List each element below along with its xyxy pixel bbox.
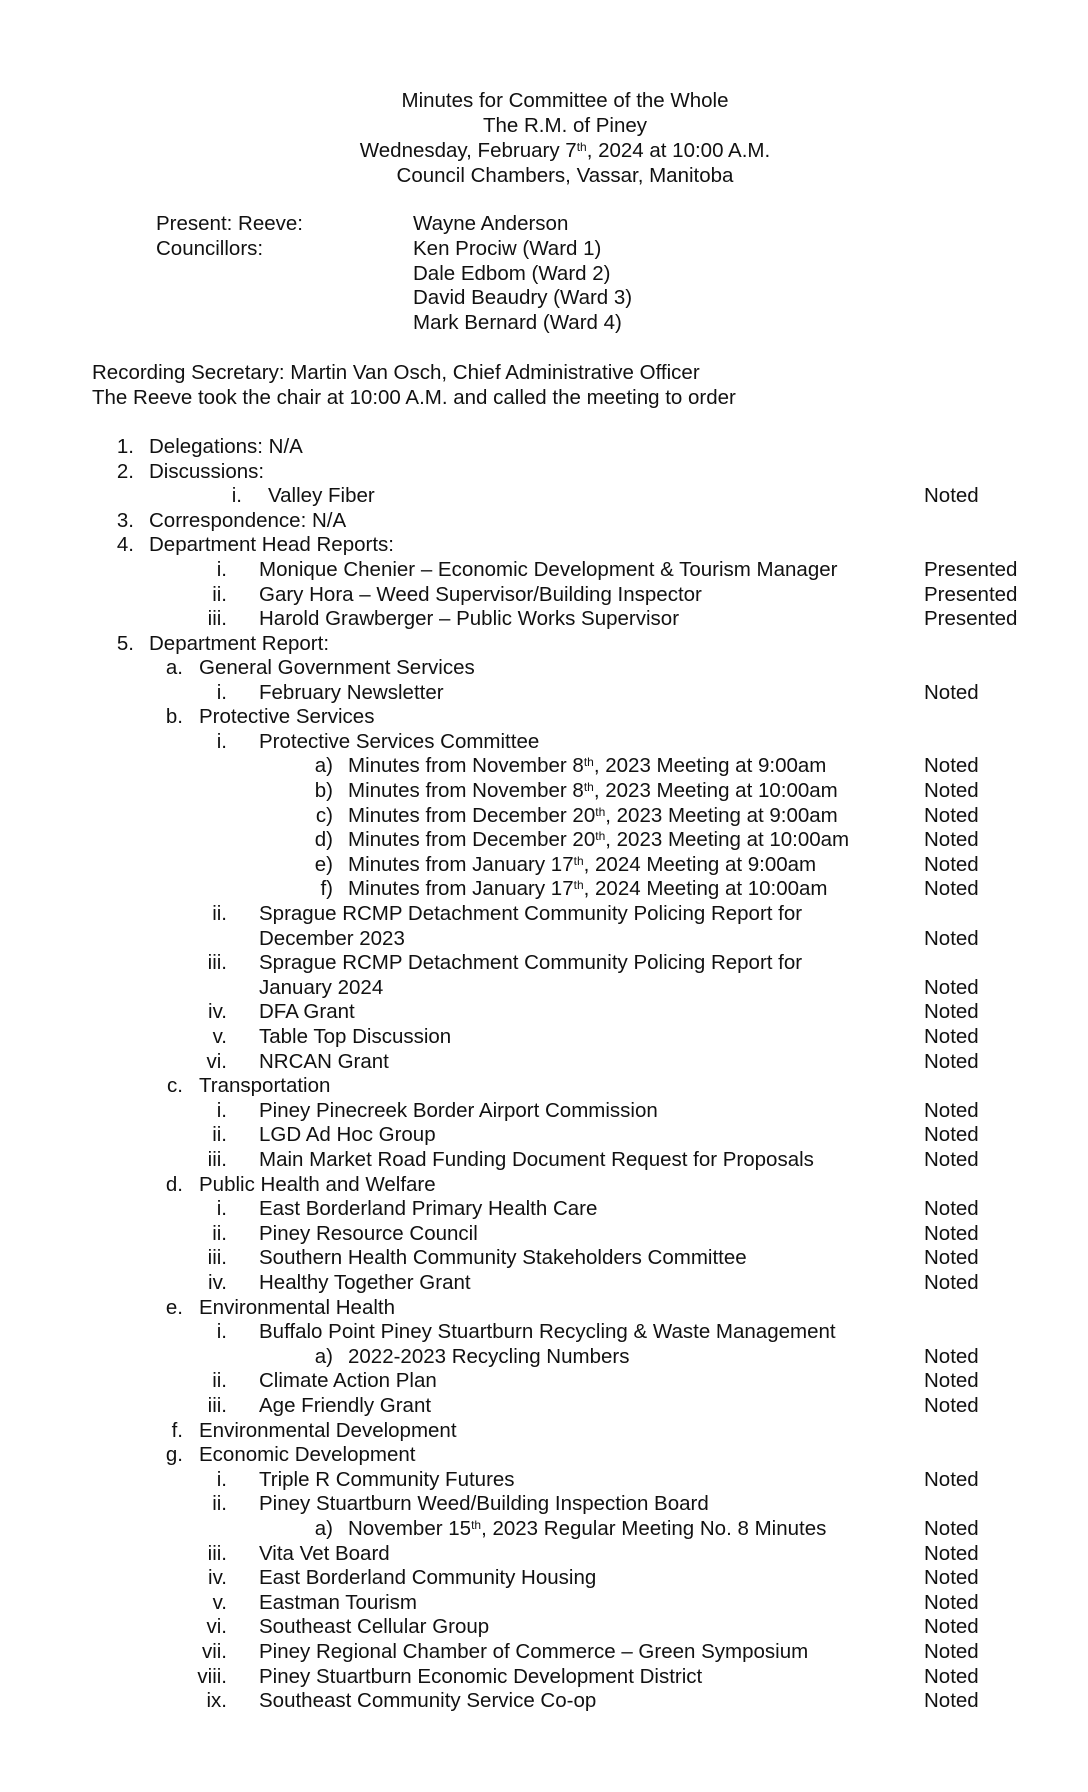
agenda-item-status: Noted <box>924 927 979 950</box>
agenda-item-number: 3. <box>116 509 134 532</box>
agenda-item-status: Noted <box>924 877 979 900</box>
agenda-item-text: Piney Stuartburn Economic Development District <box>259 1665 703 1688</box>
agenda-item-status: Noted <box>924 1689 979 1712</box>
agenda-item <box>0 656 1088 681</box>
agenda-item-status: Noted <box>924 1123 979 1146</box>
agenda-item-number: ii. <box>212 583 227 606</box>
agenda-item-text: Minutes from January 17th, 2024 Meeting at 9:00am <box>348 853 817 876</box>
agenda-item-status: Noted <box>924 853 979 876</box>
agenda-item-status: Noted <box>924 1222 979 1245</box>
agenda-item <box>0 509 1088 534</box>
agenda-item <box>0 1099 1088 1124</box>
agenda-item-text: Age Friendly Grant <box>259 1394 432 1417</box>
agenda-item-status: Noted <box>924 1025 979 1048</box>
agenda-item-text: Correspondence: N/A <box>149 509 347 532</box>
agenda-item <box>0 1345 1088 1370</box>
agenda-item <box>0 1148 1088 1173</box>
agenda-item <box>0 1296 1088 1321</box>
title-line-1: Minutes for Committee of the Whole <box>401 89 729 112</box>
agenda-item-status: Noted <box>924 779 979 802</box>
agenda-item-text: Vita Vet Board <box>259 1542 390 1565</box>
agenda-item <box>0 533 1088 558</box>
agenda-item <box>0 951 1088 976</box>
councillor-4: Mark Bernard (Ward 4) <box>413 311 622 334</box>
agenda-item-number: e. <box>165 1296 183 1319</box>
agenda-item <box>0 902 1088 927</box>
agenda-item-status: Noted <box>924 484 979 507</box>
agenda-item-status: Noted <box>924 1542 979 1565</box>
agenda-item-number: ii. <box>212 1369 227 1392</box>
agenda-item-number: a. <box>165 656 183 679</box>
agenda-item <box>0 877 1088 902</box>
agenda-item-text: General Government Services <box>199 656 475 679</box>
agenda-item-status: Noted <box>924 754 979 777</box>
agenda-item-number: iv. <box>208 1000 227 1023</box>
agenda-item-number: i. <box>216 1468 227 1491</box>
agenda-item-text: Piney Pinecreek Border Airport Commission <box>259 1099 658 1122</box>
agenda-item <box>0 853 1088 878</box>
agenda-item-status: Presented <box>924 558 1018 581</box>
agenda-item-number: a) <box>314 754 333 777</box>
agenda-item-text: Minutes from November 8th, 2023 Meeting at 9:00am <box>348 754 827 777</box>
agenda-item-status: Noted <box>924 1345 979 1368</box>
agenda-item <box>0 1320 1088 1345</box>
reeve-name: Wayne Anderson <box>413 212 569 235</box>
agenda-item-number: ii. <box>212 1492 227 1515</box>
agenda-item-text: Monique Chenier – Economic Development & Tourism Manager <box>259 558 838 581</box>
agenda-item-text: Piney Stuartburn Weed/Building Inspection Board <box>259 1492 709 1515</box>
agenda-item-number: 5. <box>116 632 134 655</box>
agenda-item <box>0 1000 1088 1025</box>
agenda-item <box>0 779 1088 804</box>
agenda-item <box>0 1419 1088 1444</box>
agenda-item <box>0 1222 1088 1247</box>
agenda-item-status: Noted <box>924 828 979 851</box>
agenda-item-text: Piney Regional Chamber of Commerce – Green Symposium <box>259 1640 809 1663</box>
agenda-item-text: Department Head Reports: <box>149 533 394 556</box>
agenda-item-number: 4. <box>116 533 134 556</box>
agenda-item-text: Sprague RCMP Detachment Community Policing Report for <box>259 902 803 925</box>
agenda-item-status: Presented <box>924 607 1018 630</box>
agenda-item-number: i. <box>216 1197 227 1220</box>
agenda-item-number: vi. <box>206 1050 227 1073</box>
agenda-item-text: Minutes from November 8th, 2023 Meeting at 10:00am <box>348 779 838 802</box>
agenda-item <box>0 730 1088 755</box>
agenda-item-text: Department Report: <box>149 632 330 655</box>
agenda-item-status: Noted <box>924 1394 979 1417</box>
agenda-item-text: Valley Fiber <box>268 484 375 507</box>
agenda-item-status: Noted <box>924 1591 979 1614</box>
agenda-item-number: i. <box>216 1320 227 1343</box>
agenda-item-number: a) <box>314 1517 333 1540</box>
agenda-item-number: c. <box>167 1074 183 1097</box>
agenda-item-status: Noted <box>924 1665 979 1688</box>
agenda-item-text: East Borderland Community Housing <box>259 1566 597 1589</box>
agenda-item-text: Piney Resource Council <box>259 1222 478 1245</box>
agenda-item <box>0 976 1088 1001</box>
agenda-item <box>0 705 1088 730</box>
agenda-item <box>0 460 1088 485</box>
agenda-item-status: Noted <box>924 1197 979 1220</box>
agenda-item-text: November 15th, 2023 Regular Meeting No. 8 Minutes <box>348 1517 827 1540</box>
agenda-item-text: Discussions: <box>149 460 265 483</box>
agenda-item <box>0 681 1088 706</box>
chair-statement: The Reeve took the chair at 10:00 A.M. and called the meeting to order <box>92 386 736 409</box>
agenda-item-number: i. <box>231 484 242 507</box>
title-line-2: The R.M. of Piney <box>482 114 648 137</box>
agenda-item-number: 1. <box>116 435 134 458</box>
agenda-item-text: Table Top Discussion <box>259 1025 452 1048</box>
agenda-item-text: Buffalo Point Piney Stuartburn Recycling & Waste Management <box>259 1320 836 1343</box>
agenda-item-number: c) <box>315 804 333 827</box>
agenda-item-number: v. <box>212 1025 227 1048</box>
agenda-item-number: d. <box>165 1173 183 1196</box>
agenda-item-text: Sprague RCMP Detachment Community Policing Report for <box>259 951 803 974</box>
agenda-item-status: Noted <box>924 1566 979 1589</box>
agenda-item <box>0 607 1088 632</box>
agenda-item <box>0 828 1088 853</box>
agenda-item <box>0 1566 1088 1591</box>
agenda-item-number: d) <box>314 828 333 851</box>
agenda-item-text: Main Market Road Funding Document Request for Proposals <box>259 1148 814 1171</box>
agenda-item <box>0 1025 1088 1050</box>
agenda-item-number: f. <box>171 1419 183 1442</box>
title-line-3: Wednesday, February 7th, 2024 at 10:00 A.M. <box>359 139 771 162</box>
agenda-item <box>0 754 1088 779</box>
agenda-item <box>0 1074 1088 1099</box>
councillor-1: Ken Prociw (Ward 1) <box>413 237 602 260</box>
present-label: Present: Reeve: <box>156 212 303 235</box>
agenda-item-status: Noted <box>924 976 979 999</box>
agenda-item-number: e) <box>314 853 333 876</box>
agenda-item-text: LGD Ad Hoc Group <box>259 1123 436 1146</box>
agenda-item-number: v. <box>212 1591 227 1614</box>
agenda-item <box>0 1615 1088 1640</box>
agenda-item-text: DFA Grant <box>259 1000 355 1023</box>
agenda-item-text: Southeast Community Service Co-op <box>259 1689 597 1712</box>
agenda-item-number: iii. <box>207 1246 227 1269</box>
agenda-item-text: Minutes from December 20th, 2023 Meeting at 10:00am <box>348 828 850 851</box>
agenda-item-number: i. <box>216 558 227 581</box>
agenda-item-number: iv. <box>208 1271 227 1294</box>
agenda-item-text: Southeast Cellular Group <box>259 1615 490 1638</box>
agenda-item-number: iii. <box>207 1394 227 1417</box>
agenda-item-text: Transportation <box>199 1074 331 1097</box>
agenda-item-number: vi. <box>206 1615 227 1638</box>
agenda-item <box>0 927 1088 952</box>
agenda-item <box>0 1492 1088 1517</box>
agenda-item-number: i. <box>216 681 227 704</box>
agenda-item-number: b. <box>165 705 183 728</box>
agenda-item-number: ii. <box>212 902 227 925</box>
agenda-item-text: January 2024 <box>259 976 384 999</box>
agenda-item <box>0 1640 1088 1665</box>
agenda-item-status: Noted <box>924 1468 979 1491</box>
agenda-item-text: Southern Health Community Stakeholders Committee <box>259 1246 747 1269</box>
agenda-item <box>0 632 1088 657</box>
agenda-item-status: Noted <box>924 1517 979 1540</box>
agenda-item-number: iii. <box>207 1148 227 1171</box>
agenda-item-text: Economic Development <box>199 1443 416 1466</box>
agenda-item <box>0 1689 1088 1714</box>
agenda-item <box>0 1173 1088 1198</box>
agenda-item <box>0 484 1088 509</box>
agenda-item <box>0 1542 1088 1567</box>
agenda-item-text: Minutes from December 20th, 2023 Meeting at 9:00am <box>348 804 838 827</box>
agenda-item-status: Noted <box>924 1615 979 1638</box>
agenda-item-status: Noted <box>924 1148 979 1171</box>
agenda-item <box>0 1665 1088 1690</box>
agenda-item-text: Healthy Together Grant <box>259 1271 471 1294</box>
agenda-item-number: i. <box>216 730 227 753</box>
agenda-item-number: a) <box>314 1345 333 1368</box>
councillor-2: Dale Edbom (Ward 2) <box>413 262 611 285</box>
agenda-item-status: Noted <box>924 1099 979 1122</box>
agenda-item-text: Protective Services Committee <box>259 730 540 753</box>
agenda-item-text: Environmental Development <box>199 1419 457 1442</box>
agenda-item-text: Delegations: N/A <box>149 435 303 458</box>
agenda-item-number: f) <box>320 877 333 900</box>
agenda-item-number: iii. <box>207 607 227 630</box>
agenda-item-number: g. <box>165 1443 183 1466</box>
agenda-item-status: Noted <box>924 1640 979 1663</box>
agenda-item-number: viii. <box>197 1665 227 1688</box>
agenda-item <box>0 583 1088 608</box>
agenda-item-status: Noted <box>924 1271 979 1294</box>
agenda-item-number: ii. <box>212 1123 227 1146</box>
agenda-item-number: i. <box>216 1099 227 1122</box>
agenda-item-text: Harold Grawberger – Public Works Supervisor <box>259 607 680 630</box>
agenda-item-number: iv. <box>208 1566 227 1589</box>
agenda-item-status: Noted <box>924 681 979 704</box>
agenda-item-text: Environmental Health <box>199 1296 395 1319</box>
agenda-item <box>0 1246 1088 1271</box>
councillors-label: Councillors: <box>156 237 264 260</box>
agenda-item-text: December 2023 <box>259 927 405 950</box>
agenda-item-text: Triple R Community Futures <box>259 1468 515 1491</box>
agenda-item-text: Eastman Tourism <box>259 1591 417 1614</box>
agenda-item <box>0 435 1088 460</box>
agenda-item <box>0 1443 1088 1468</box>
agenda-item <box>0 804 1088 829</box>
agenda-item-text: East Borderland Primary Health Care <box>259 1197 598 1220</box>
agenda-item-text: Public Health and Welfare <box>199 1173 436 1196</box>
agenda-item <box>0 1394 1088 1419</box>
agenda-item <box>0 1123 1088 1148</box>
agenda-item-number: iii. <box>207 1542 227 1565</box>
agenda-item-text: February Newsletter <box>259 681 444 704</box>
agenda-item <box>0 1369 1088 1394</box>
agenda-item-number: iii. <box>207 951 227 974</box>
agenda-item <box>0 1271 1088 1296</box>
agenda-item-text: Minutes from January 17th, 2024 Meeting at 10:00am <box>348 877 828 900</box>
agenda-item-number: ix. <box>206 1689 227 1712</box>
agenda-item-number: b) <box>314 779 333 802</box>
agenda-item-status: Noted <box>924 1369 979 1392</box>
recording-secretary: Recording Secretary: Martin Van Osch, Chief Administrative Officer <box>92 361 700 384</box>
title-line-4: Council Chambers, Vassar, Manitoba <box>396 164 734 187</box>
agenda-item <box>0 1468 1088 1493</box>
agenda-item <box>0 1591 1088 1616</box>
agenda-item <box>0 1517 1088 1542</box>
agenda-item <box>0 1050 1088 1075</box>
agenda-item <box>0 558 1088 583</box>
agenda-item-text: Protective Services <box>199 705 375 728</box>
agenda-item-status: Presented <box>924 583 1018 606</box>
agenda-item <box>0 1197 1088 1222</box>
agenda-item-text: Climate Action Plan <box>259 1369 437 1392</box>
agenda-item-number: 2. <box>116 460 134 483</box>
agenda-item-text: 2022-2023 Recycling Numbers <box>348 1345 630 1368</box>
councillor-3: David Beaudry (Ward 3) <box>413 286 633 309</box>
agenda-item-text: NRCAN Grant <box>259 1050 389 1073</box>
agenda-item-status: Noted <box>924 1000 979 1023</box>
agenda-item-status: Noted <box>924 804 979 827</box>
agenda-item-number: vii. <box>201 1640 227 1663</box>
agenda-item-status: Noted <box>924 1050 979 1073</box>
agenda-item-status: Noted <box>924 1246 979 1269</box>
agenda-item-text: Gary Hora – Weed Supervisor/Building Inspector <box>259 583 702 606</box>
agenda-item-number: ii. <box>212 1222 227 1245</box>
